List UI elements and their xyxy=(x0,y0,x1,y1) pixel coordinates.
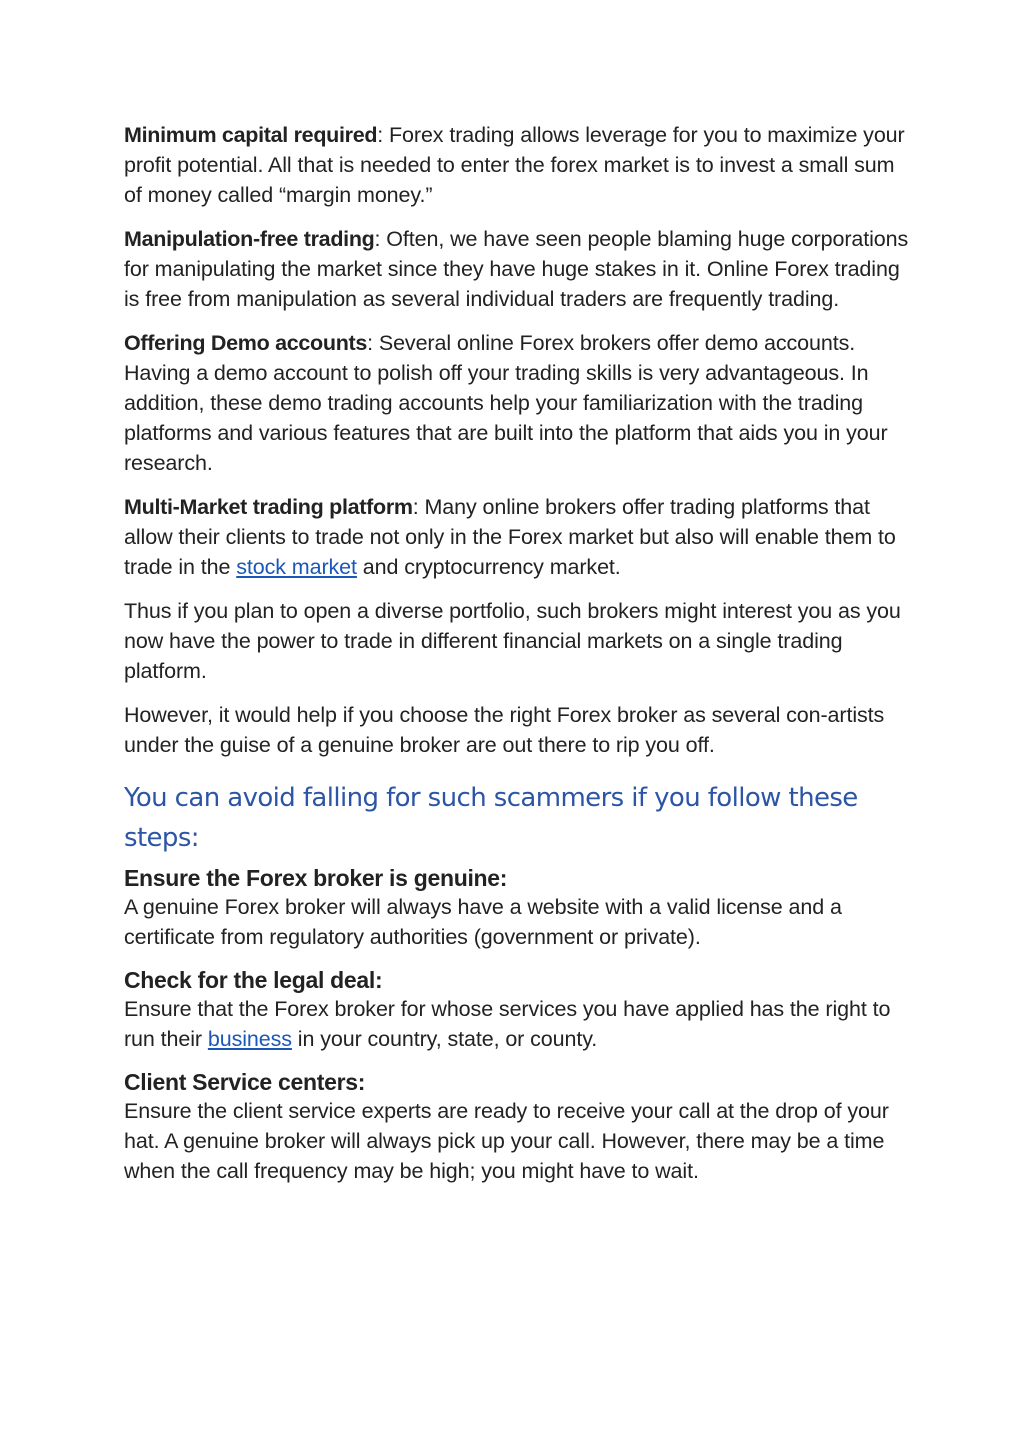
paragraph-manipulation-free xyxy=(124,224,914,314)
paragraph-title: Minimum capital required xyxy=(124,123,378,147)
paragraph-title: Manipulation-free trading xyxy=(124,227,375,251)
paragraph-demo-accounts xyxy=(124,328,914,478)
paragraph-con-artists: However, it would help if you choose the right Forex broker as several con-artists under the guise of a genuine broker are out there to rip you off. xyxy=(124,703,885,757)
paragraph-multi-market xyxy=(124,492,914,582)
section-heading: You can avoid falling for such scammers if you follow these steps: xyxy=(124,783,858,853)
step-body-client-service: Ensure the client service experts are ready to receive your call at the drop of your hat. A genuine broker will always pick up your call. However, there may be a time when the call frequency may be high; you might have to wait. xyxy=(124,1099,889,1183)
paragraph-minimum-capital xyxy=(124,120,914,210)
step-title-genuine: Ensure the Forex broker is genuine: xyxy=(124,865,508,891)
paragraph-body-end: and cryptocurrency market. xyxy=(356,555,621,579)
step-title-client-service: Client Service centers: xyxy=(124,1069,366,1095)
paragraph-title: Offering Demo accounts xyxy=(124,331,368,355)
step-title-legal: Check for the legal deal: xyxy=(124,967,383,993)
step-body-legal xyxy=(124,994,914,1054)
step-body-text-end: in your country, state, or county. xyxy=(291,1027,598,1051)
paragraph-body: : Often, we have seen people blaming huge corporations for manipulating the market since they have huge stakes in it. Online Forex trading is free from manipulation as several individual traders are frequently trading. xyxy=(124,227,909,311)
stock-market-link[interactable]: stock market xyxy=(236,555,357,579)
paragraph-title: Multi-Market trading platform xyxy=(124,495,413,519)
paragraph-diverse-portfolio: Thus if you plan to open a diverse portfolio, such brokers might interest you as you now have the power to trade in different financial markets on a single trading platform. xyxy=(124,599,901,683)
business-link[interactable]: business xyxy=(207,1027,292,1051)
step-body-text: Ensure that the Forex broker for whose services you have applied has the right to run their xyxy=(124,997,891,1051)
paragraph-body: : Several online Forex brokers offer demo accounts. Having a demo account to polish off your trading skills is very advantageous. In addition, these demo trading accounts help your familiarization with the trading platforms and various features that are built into the platform that aids you in your research. xyxy=(124,331,888,475)
document-page xyxy=(124,120,914,1200)
paragraph-body: : Many online brokers offer trading platforms that allow their clients to trade not only in the Forex market but also will enable them to trade in the xyxy=(124,495,896,579)
paragraph-body: : Forex trading allows leverage for you to maximize your profit potential. All that is needed to enter the forex market is to invest a small sum of money called “margin money.” xyxy=(124,123,905,207)
step-body-genuine: A genuine Forex broker will always have a website with a valid license and a certificate from regulatory authorities (government or private). xyxy=(124,895,842,949)
